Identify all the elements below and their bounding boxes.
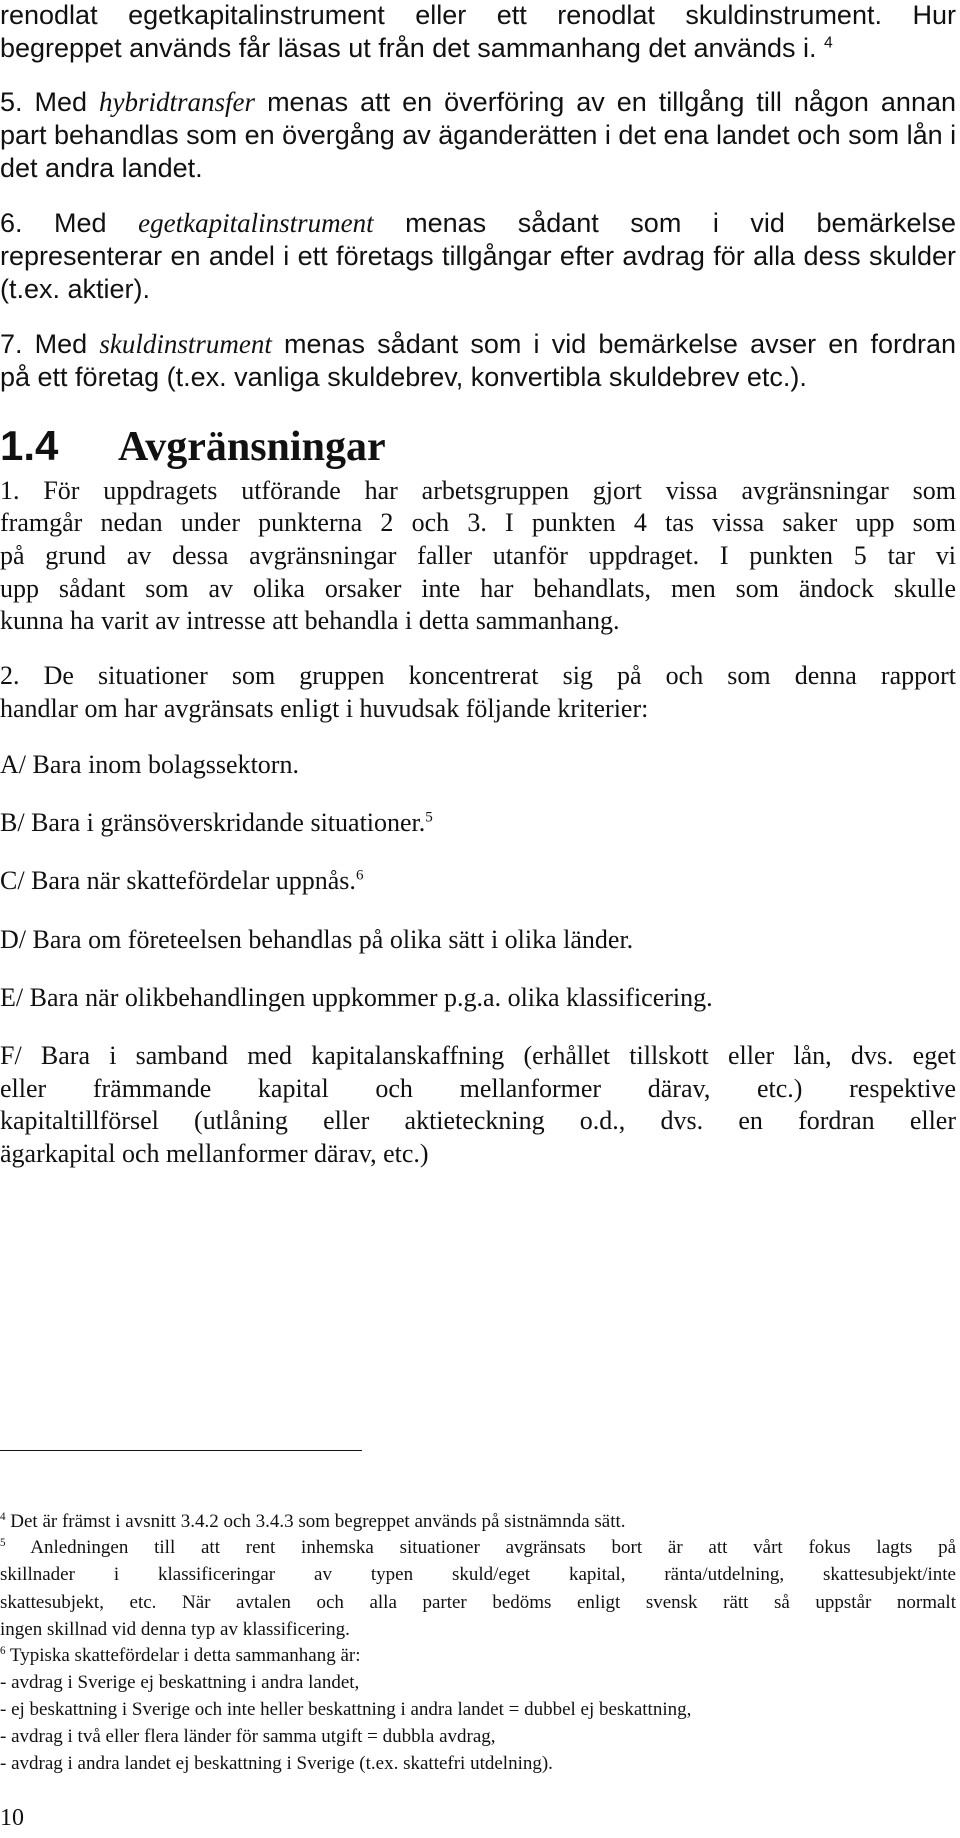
criterion-c: C/ Bara när skattefördelar uppnås.$^6$ — [0, 866, 364, 895]
criterion-b: B/ Bara i gränsöverskridande situationer.$^5$ — [0, 808, 433, 837]
footnote-5-line: ingen skillnad vid denna typ av klassificering. — [0, 1619, 350, 1640]
definition-line: (t.ex. aktier). — [0, 274, 151, 304]
footnote-5-line: skattesubjekt, etc. När avtalen och alla parter bedöms enligt svensk rätt så uppstår normalt — [0, 1592, 956, 1613]
criterion-f-line: kapitaltillförsel (utlåning eller aktieteckning o.d., dvs. en fordran eller — [0, 1106, 956, 1135]
footnote-5-line: skillnader i klassificeringar av typen skuld/eget kapital, ränta/utdelning, skattesubjekt/inte — [0, 1564, 956, 1585]
criterion-d: D/ Bara om företeelsen behandlas på olika sätt i olika länder. — [0, 925, 634, 954]
footnote-5-line: $^5$ Anledningen till att rent inhemska situationer avgränsats bort är att vårt fokus lagts på — [0, 1537, 956, 1558]
footnote-6-item: - ej beskattning i Sverige och inte heller beskattning i andra landet = dubbel ej beskattning, — [0, 1699, 692, 1720]
footnote-6-item: - avdrag i två eller flera länder för samma utgift = dubbla avdrag, — [0, 1726, 496, 1747]
definition-line: 5. Med hybridtransfer menas att en överföring av en tillgång till någon annan — [0, 87, 956, 117]
footnote-ref: 4 — [824, 34, 833, 52]
intro-line: begreppet används får läsas ut från det sammanhang det används i. $^4$ — [0, 33, 833, 63]
definition-line: part behandlas som en övergång av äganderätten i det ena landet och som lån i — [0, 120, 957, 150]
footnote-mark: 5 — [0, 1537, 6, 1550]
definition-line: på ett företag (t.ex. vanliga skuldebrev, konvertibla skuldebrev etc.). — [0, 362, 807, 392]
section-heading — [0, 422, 386, 470]
paragraph-line: upp sådant som av olika orsaker inte har behandlats, men som ändock skulle — [0, 574, 956, 603]
footnote-ref: 5 — [425, 809, 433, 826]
criterion-f-line: F/ Bara i samband med kapitalanskaffning (erhållet tillskott eller lån, dvs. eget — [0, 1041, 956, 1070]
definition-line: 6. Med egetkapitalinstrument menas sådant som i vid bemärkelse — [0, 208, 957, 238]
paragraph-line: handlar om har avgränsats enligt i huvudsak följande kriterier: — [0, 694, 649, 723]
defined-term: hybridtransfer — [99, 87, 256, 117]
paragraph-line: på grund av dessa avgränsningar faller utanför uppdraget. I punkten 5 tar vi — [0, 541, 956, 570]
criterion-e: E/ Bara när olikbehandlingen uppkommer p.g.a. olika klassificering. — [0, 983, 713, 1012]
footnote-4: $^4$ Det är främst i avsnitt 3.4.2 och 3.4.3 som begreppet används på sistnämnda sätt. — [0, 1511, 626, 1532]
section-number: 1.4 — [0, 422, 59, 469]
section-title: Avgränsningar — [118, 424, 386, 470]
page-number: 10 — [0, 1805, 24, 1831]
intro-line: renodlat egetkapitalinstrument eller ett renodlat skuldinstrument. Hur — [0, 0, 956, 30]
defined-term: skuldinstrument — [99, 329, 272, 359]
footnote-separator — [0, 1450, 362, 1451]
criterion-a: A/ Bara inom bolagssektorn. — [0, 750, 299, 779]
definition-line: representerar en andel i ett företags tillgångar efter avdrag för alla dess skulder — [0, 241, 956, 271]
definition-line: 7. Med skuldinstrument menas sådant som i vid bemärkelse avser en fordran — [0, 329, 956, 359]
footnote-6-item: - avdrag i Sverige ej beskattning i andra landet, — [0, 1672, 360, 1693]
footnote-mark: 4 — [0, 1511, 6, 1524]
footnote-mark: 6 — [0, 1645, 6, 1658]
definition-line: det andra landet. — [0, 153, 203, 183]
criterion-f-line: ägarkapital och mellanformer därav, etc.) — [0, 1139, 429, 1168]
paragraph-line: kunna ha varit av intresse att behandla i detta sammanhang. — [0, 606, 620, 635]
paragraph-line: 2. De situationer som gruppen koncentrerat sig på och som denna rapport — [0, 661, 956, 690]
paragraph-line: framgår nedan under punkterna 2 och 3. I punkten 4 tas vissa saker upp som — [0, 508, 956, 537]
paragraph-line: 1. För uppdragets utförande har arbetsgruppen gjort vissa avgränsningar som — [0, 476, 956, 505]
criterion-f-line: eller främmande kapital och mellanformer därav, etc.) respektive — [0, 1074, 956, 1103]
footnote-ref: 6 — [355, 867, 364, 884]
footnote-6-line: $^6$ Typiska skattefördelar i detta sammanhang är: — [0, 1645, 361, 1666]
footnote-6-item: - avdrag i andra landet ej beskattning i Sverige (t.ex. skattefri utdelning). — [0, 1753, 553, 1774]
defined-term: egetkapitalinstrument — [138, 208, 374, 238]
